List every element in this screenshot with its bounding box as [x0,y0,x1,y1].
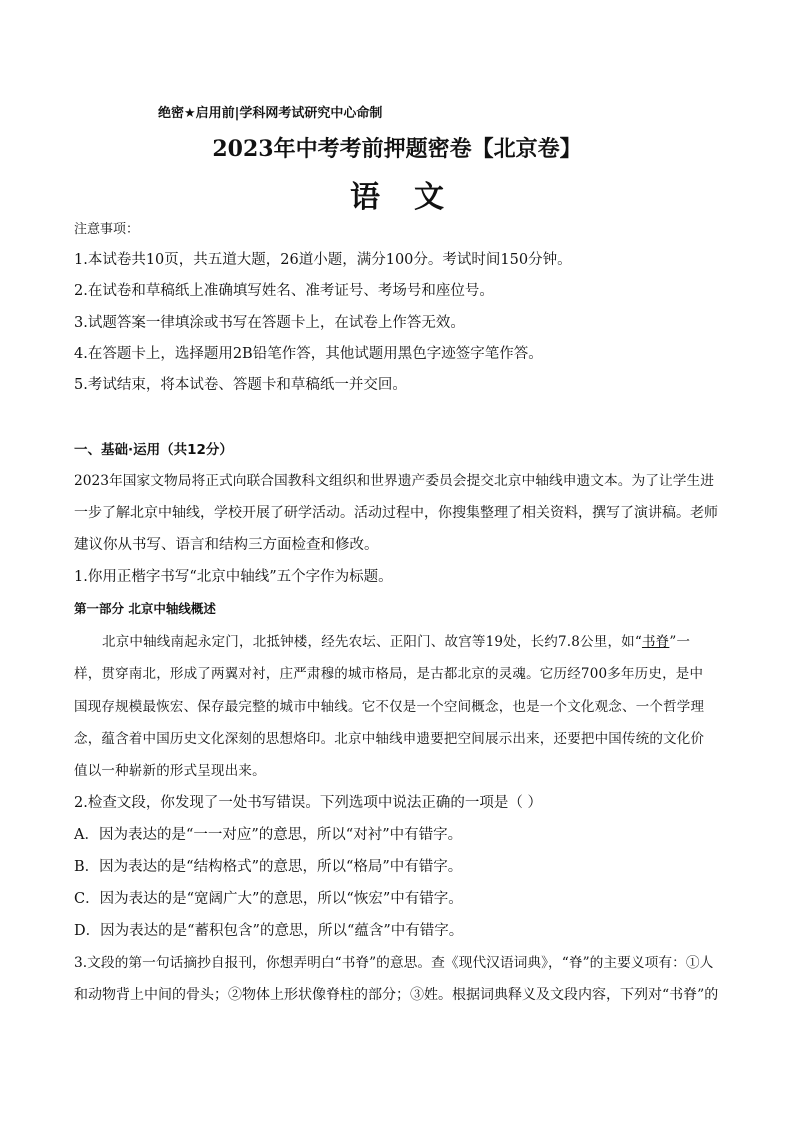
question-2-option-c: C．因为表达的是“宽阔广大”的意思，所以“恢宏”中有错字。 [74,891,463,907]
notice-item-2: 2.在试卷和草稿纸上准确填写姓名、准考证号、考场号和座位号。 [74,283,494,299]
intro-line-1: 2023年国家文物局将正式向联合国教科文组织和世界遗产委员会提交北京中轴线申遗文本。为了让学生进 [74,473,714,489]
notice-heading: 注意事项： [74,222,140,237]
section-heading: 一、基础·运用（共12分） [74,442,233,458]
notice-item-5: 5.考试结束，将本试卷、答题卡和草稿纸一并交回。 [74,377,407,393]
subject-title: 语文 [350,180,478,215]
intro-line-3: 建议你从书写、语言和结构三方面检查和修改。 [74,537,379,553]
question-2-option-d: D．因为表达的是“蓄积包含”的意思，所以“蕴含”中有错字。 [74,923,464,939]
passage-line-1 [102,632,722,652]
passage-line-1-post: ”一 [669,634,691,650]
passage-line-1-pre: 北京中轴线南起永定门，北抵钟楼，经先农坛、正阳门、故宫等19处，长约7.8公里，如“ [102,634,642,650]
question-2-option-a: A．因为表达的是“一一对应”的意思，所以“对衬”中有错字。 [74,827,463,843]
passage-line-2: 样，贯穿南北，形成了两翼对衬，庄严肃穆的城市格局，是古都北京的灵魂。它历经700多年历史，是中 [74,666,704,682]
intro-line-2: 一步了解北京中轴线，学校开展了研学活动。活动过程中，你搜集整理了相关资料，撰写了演讲稿。老师 [74,505,718,521]
confidential-header: 绝密★启用前|学科网考试研究中心命制 [158,106,383,121]
question-3-line-1: 3.文段的第一句话摘抄自报刊，你想弄明白“书脊”的意思。查《现代汉语词典》，“脊”的主要义项有：①人 [74,955,714,971]
part-heading: 第一部分 北京中轴线概述 [74,601,216,616]
passage-line-5: 值以一种崭新的形式呈现出来。 [74,763,266,779]
passage-underlined-word: 书脊 [641,634,670,650]
passage-line-4: 念，蕴含着中国历史文化深刻的思想烙印。北京中轴线申遗要把空间展示出来，还要把中国传统的文化价 [74,731,705,747]
passage-line-3: 国现存规模最恢宏、保存最完整的城市中轴线。它不仅是一个空间概念，也是一个文化观念、一个哲学理 [74,699,705,715]
exam-title: 2023年中考考前押题密卷【北京卷】 [212,136,582,162]
notice-item-1: 1.本试卷共10页，共五道大题，26道小题，满分100分。考试时间150分钟。 [74,252,572,268]
question-3-line-2: 和动物背上中间的骨头；②物体上形状像脊柱的部分；③姓。根据词典释义及文段内容，下列对“书脊”的 [74,987,719,1003]
notice-item-3: 3.试题答案一律填涂或书写在答题卡上，在试卷上作答无效。 [74,315,465,331]
notice-item-4: 4.在答题卡上，选择题用2B铅笔作答，其他试题用黑色字迹签字笔作答。 [74,346,543,362]
question-1: 1.你用正楷字书写“北京中轴线”五个字作为标题。 [74,569,393,585]
question-2-option-b: B．因为表达的是“结构格式”的意思，所以“格局”中有错字。 [74,859,463,875]
question-2-stem: 2.检查文段，你发现了一处书写错误。下列选项中说法正确的一项是（ ） [74,795,542,811]
